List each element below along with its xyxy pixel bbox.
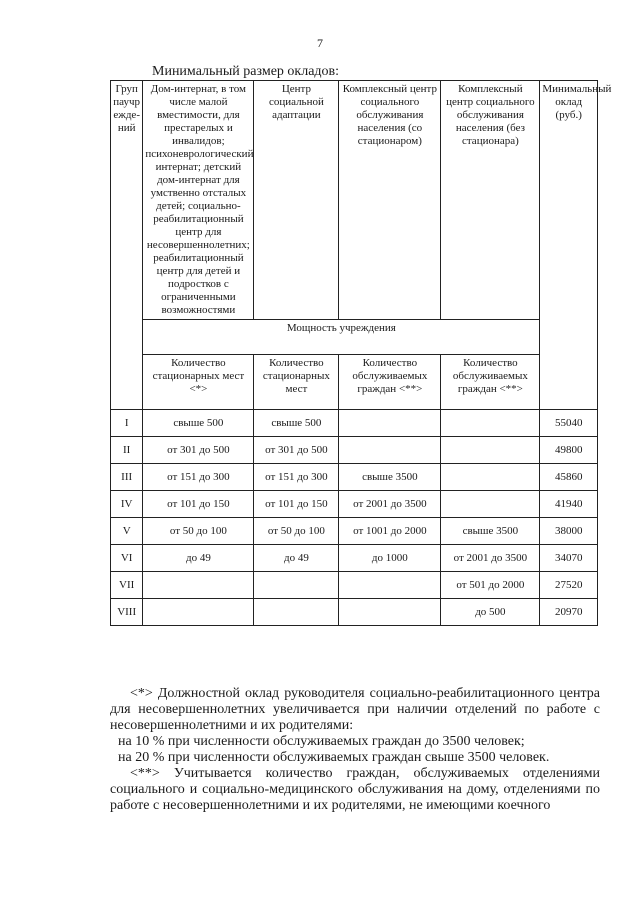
cell-group: I <box>111 410 143 437</box>
cell-kcson2 <box>441 437 540 464</box>
header-unit-citizens-2: Количество обслуживаемых граждан <**> <box>441 355 540 410</box>
table-row <box>111 437 598 464</box>
header-row-units <box>111 355 598 410</box>
cell-group: III <box>111 464 143 491</box>
cell-group: VI <box>111 545 143 572</box>
cell-center <box>254 572 339 599</box>
header-kcson-no-stationary: Комплексный центр социального обслуживания населения (без стационара) <box>441 81 540 320</box>
cell-min-salary: 27520 <box>540 572 598 599</box>
cell-group: II <box>111 437 143 464</box>
cell-min-salary: 20970 <box>540 599 598 626</box>
cell-kcson1: свыше 3500 <box>339 464 441 491</box>
table-row <box>111 491 598 518</box>
table-caption: Минимальный размер окладов: <box>152 64 340 79</box>
cell-kcson2: от 2001 до 3500 <box>441 545 540 572</box>
cell-kcson2: свыше 3500 <box>441 518 540 545</box>
header-capacity: Мощность учреждения <box>143 320 540 355</box>
header-row-capacity <box>111 320 598 355</box>
cell-group: V <box>111 518 143 545</box>
cell-group: IV <box>111 491 143 518</box>
cell-kcson2: от 501 до 2000 <box>441 572 540 599</box>
footnote-2: <**> Учитывается количество граждан, обслуживаемых отделениями социального и социально-медицинского обслуживания на дому, отделениями по работе с несовершеннолетними и их родителями, не имеющими коечного <box>110 766 600 813</box>
cell-kcson1: от 1001 до 2000 <box>339 518 441 545</box>
cell-min-salary: 38000 <box>540 518 598 545</box>
header-group: Группаучреждений <box>111 81 143 410</box>
table-row <box>111 518 598 545</box>
cell-kcson1 <box>339 437 441 464</box>
cell-dom <box>143 599 254 626</box>
header-unit-citizens-1: Количество обслуживаемых граждан <**> <box>339 355 441 410</box>
cell-center: от 301 до 500 <box>254 437 339 464</box>
header-unit-places-2: Количество стационарных мест <box>254 355 339 410</box>
cell-min-salary: 41940 <box>540 491 598 518</box>
cell-min-salary: 45860 <box>540 464 598 491</box>
header-center-adaptation: Центр социальной адаптации <box>254 81 339 320</box>
table-row <box>111 545 598 572</box>
cell-min-salary: 34070 <box>540 545 598 572</box>
table-row <box>111 572 598 599</box>
cell-dom: от 50 до 100 <box>143 518 254 545</box>
cell-kcson2 <box>441 410 540 437</box>
cell-center: до 49 <box>254 545 339 572</box>
cell-kcson2 <box>441 464 540 491</box>
cell-min-salary: 55040 <box>540 410 598 437</box>
cell-group: VIII <box>111 599 143 626</box>
header-dom-internat: Дом-интернат, в том числе малой вместимости, для престарелых и инвалидов; психоневрологический интернат; детский дом-интернат для умственно отсталых детей; социально-реабилитационный центр для несовершеннолетних; реабилитационный центр для детей и подростков с ограниченными возможностями <box>143 81 254 320</box>
footnote-1: <*> Должностной оклад руководителя социально-реабилитационного центра для несовершеннолетних увеличивается при наличии отделений по работе с несовершеннолетними и их родителями: <box>110 686 600 733</box>
header-unit-places-1: Количество стационарных мест <*> <box>143 355 254 410</box>
cell-dom: от 301 до 500 <box>143 437 254 464</box>
cell-dom: от 151 до 300 <box>143 464 254 491</box>
footnotes <box>110 686 600 814</box>
cell-center: от 101 до 150 <box>254 491 339 518</box>
header-kcson-stationary: Комплексный центр социального обслуживания населения (со стационаром) <box>339 81 441 320</box>
cell-kcson1 <box>339 410 441 437</box>
cell-kcson1: от 2001 до 3500 <box>339 491 441 518</box>
cell-group: VII <box>111 572 143 599</box>
page-number: 7 <box>317 36 323 50</box>
cell-center: от 151 до 300 <box>254 464 339 491</box>
cell-kcson1: до 1000 <box>339 545 441 572</box>
cell-dom: до 49 <box>143 545 254 572</box>
footnote-1-item-a: на 10 % при численности обслуживаемых граждан до 3500 человек; <box>118 734 525 749</box>
footnote-1-item-b: на 20 % при численности обслуживаемых граждан свыше 3500 человек. <box>118 750 550 765</box>
header-min-salary: Минимальный оклад (руб.) <box>540 81 598 410</box>
table-row <box>111 599 598 626</box>
salary-table <box>110 80 612 626</box>
table-row <box>111 464 598 491</box>
cell-dom: свыше 500 <box>143 410 254 437</box>
cell-center: от 50 до 100 <box>254 518 339 545</box>
cell-kcson1 <box>339 572 441 599</box>
cell-kcson2 <box>441 491 540 518</box>
cell-min-salary: 49800 <box>540 437 598 464</box>
cell-center <box>254 599 339 626</box>
table-row <box>111 410 598 437</box>
cell-dom <box>143 572 254 599</box>
header-row-types <box>111 81 598 320</box>
cell-dom: от 101 до 150 <box>143 491 254 518</box>
cell-kcson2: до 500 <box>441 599 540 626</box>
cell-kcson1 <box>339 599 441 626</box>
cell-center: свыше 500 <box>254 410 339 437</box>
